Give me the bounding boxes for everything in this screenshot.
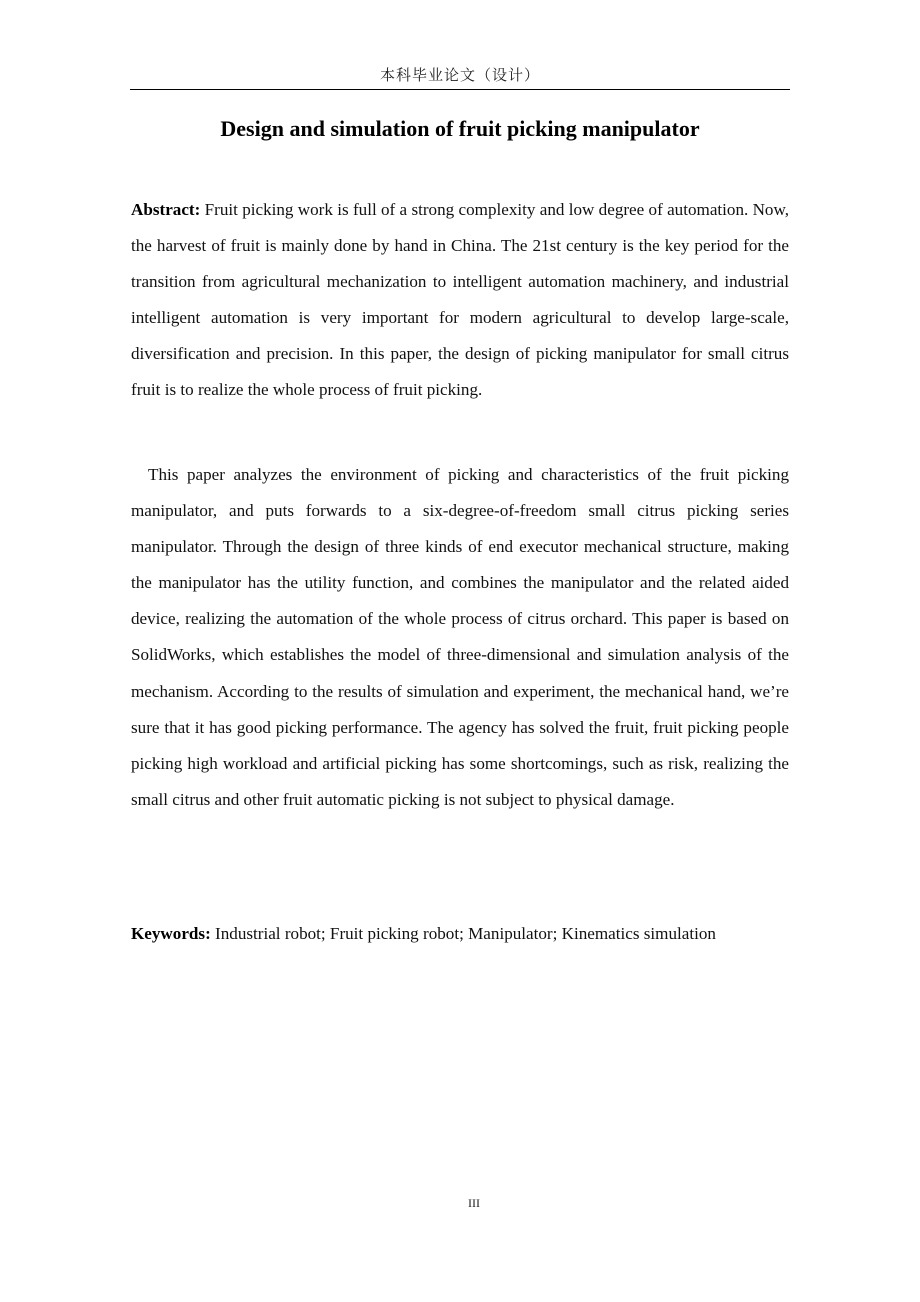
- abstract-label: Abstract:: [131, 200, 201, 219]
- running-header: 本科毕业论文（设计）: [130, 64, 790, 90]
- keywords-line: [131, 916, 811, 952]
- body-paragraph: This paper analyzes the environment of picking and characteristics of the fruit picking manipulator, and puts forwards to a six-degree-of-freedom small citrus picking series manipulator. Through the design of three kinds of end executor mechanical structure, making the manipulator has the utility function, and combines the manipulator and the related aided device, realizing the automation of the whole process of citrus orchard. This paper is based on SolidWorks, which establishes the model of three-dimensional and simulation analysis of the mechanism. According to the results of simulation and experiment, the mechanical hand, we’re sure that it has good picking performance. The agency has solved the fruit, fruit picking people picking high workload and artificial picking has some shortcomings, such as risk, realizing the small citrus and other fruit automatic picking is not subject to physical damage.: [131, 465, 789, 809]
- abstract-text: Fruit picking work is full of a strong complexity and low degree of automation. Now, the harvest of fruit is mainly done by hand in China. The 21st century is the key period for the transition from agricultural mechanization to intelligent automation machinery, and industrial intelligent automation is very important for modern agricultural to develop large-scale, diversification and precision. In this paper, the design of picking manipulator for small citrus fruit is to realize the whole process of fruit picking.: [131, 200, 789, 400]
- keywords-text: Industrial robot; Fruit picking robot; Manipulator; Kinematics simulation: [215, 924, 716, 943]
- keywords-label: Keywords:: [131, 924, 211, 943]
- page-number: III: [468, 1196, 480, 1210]
- document-title: Design and simulation of fruit picking manipulator: [220, 116, 700, 141]
- abstract-paragraph: [131, 192, 789, 409]
